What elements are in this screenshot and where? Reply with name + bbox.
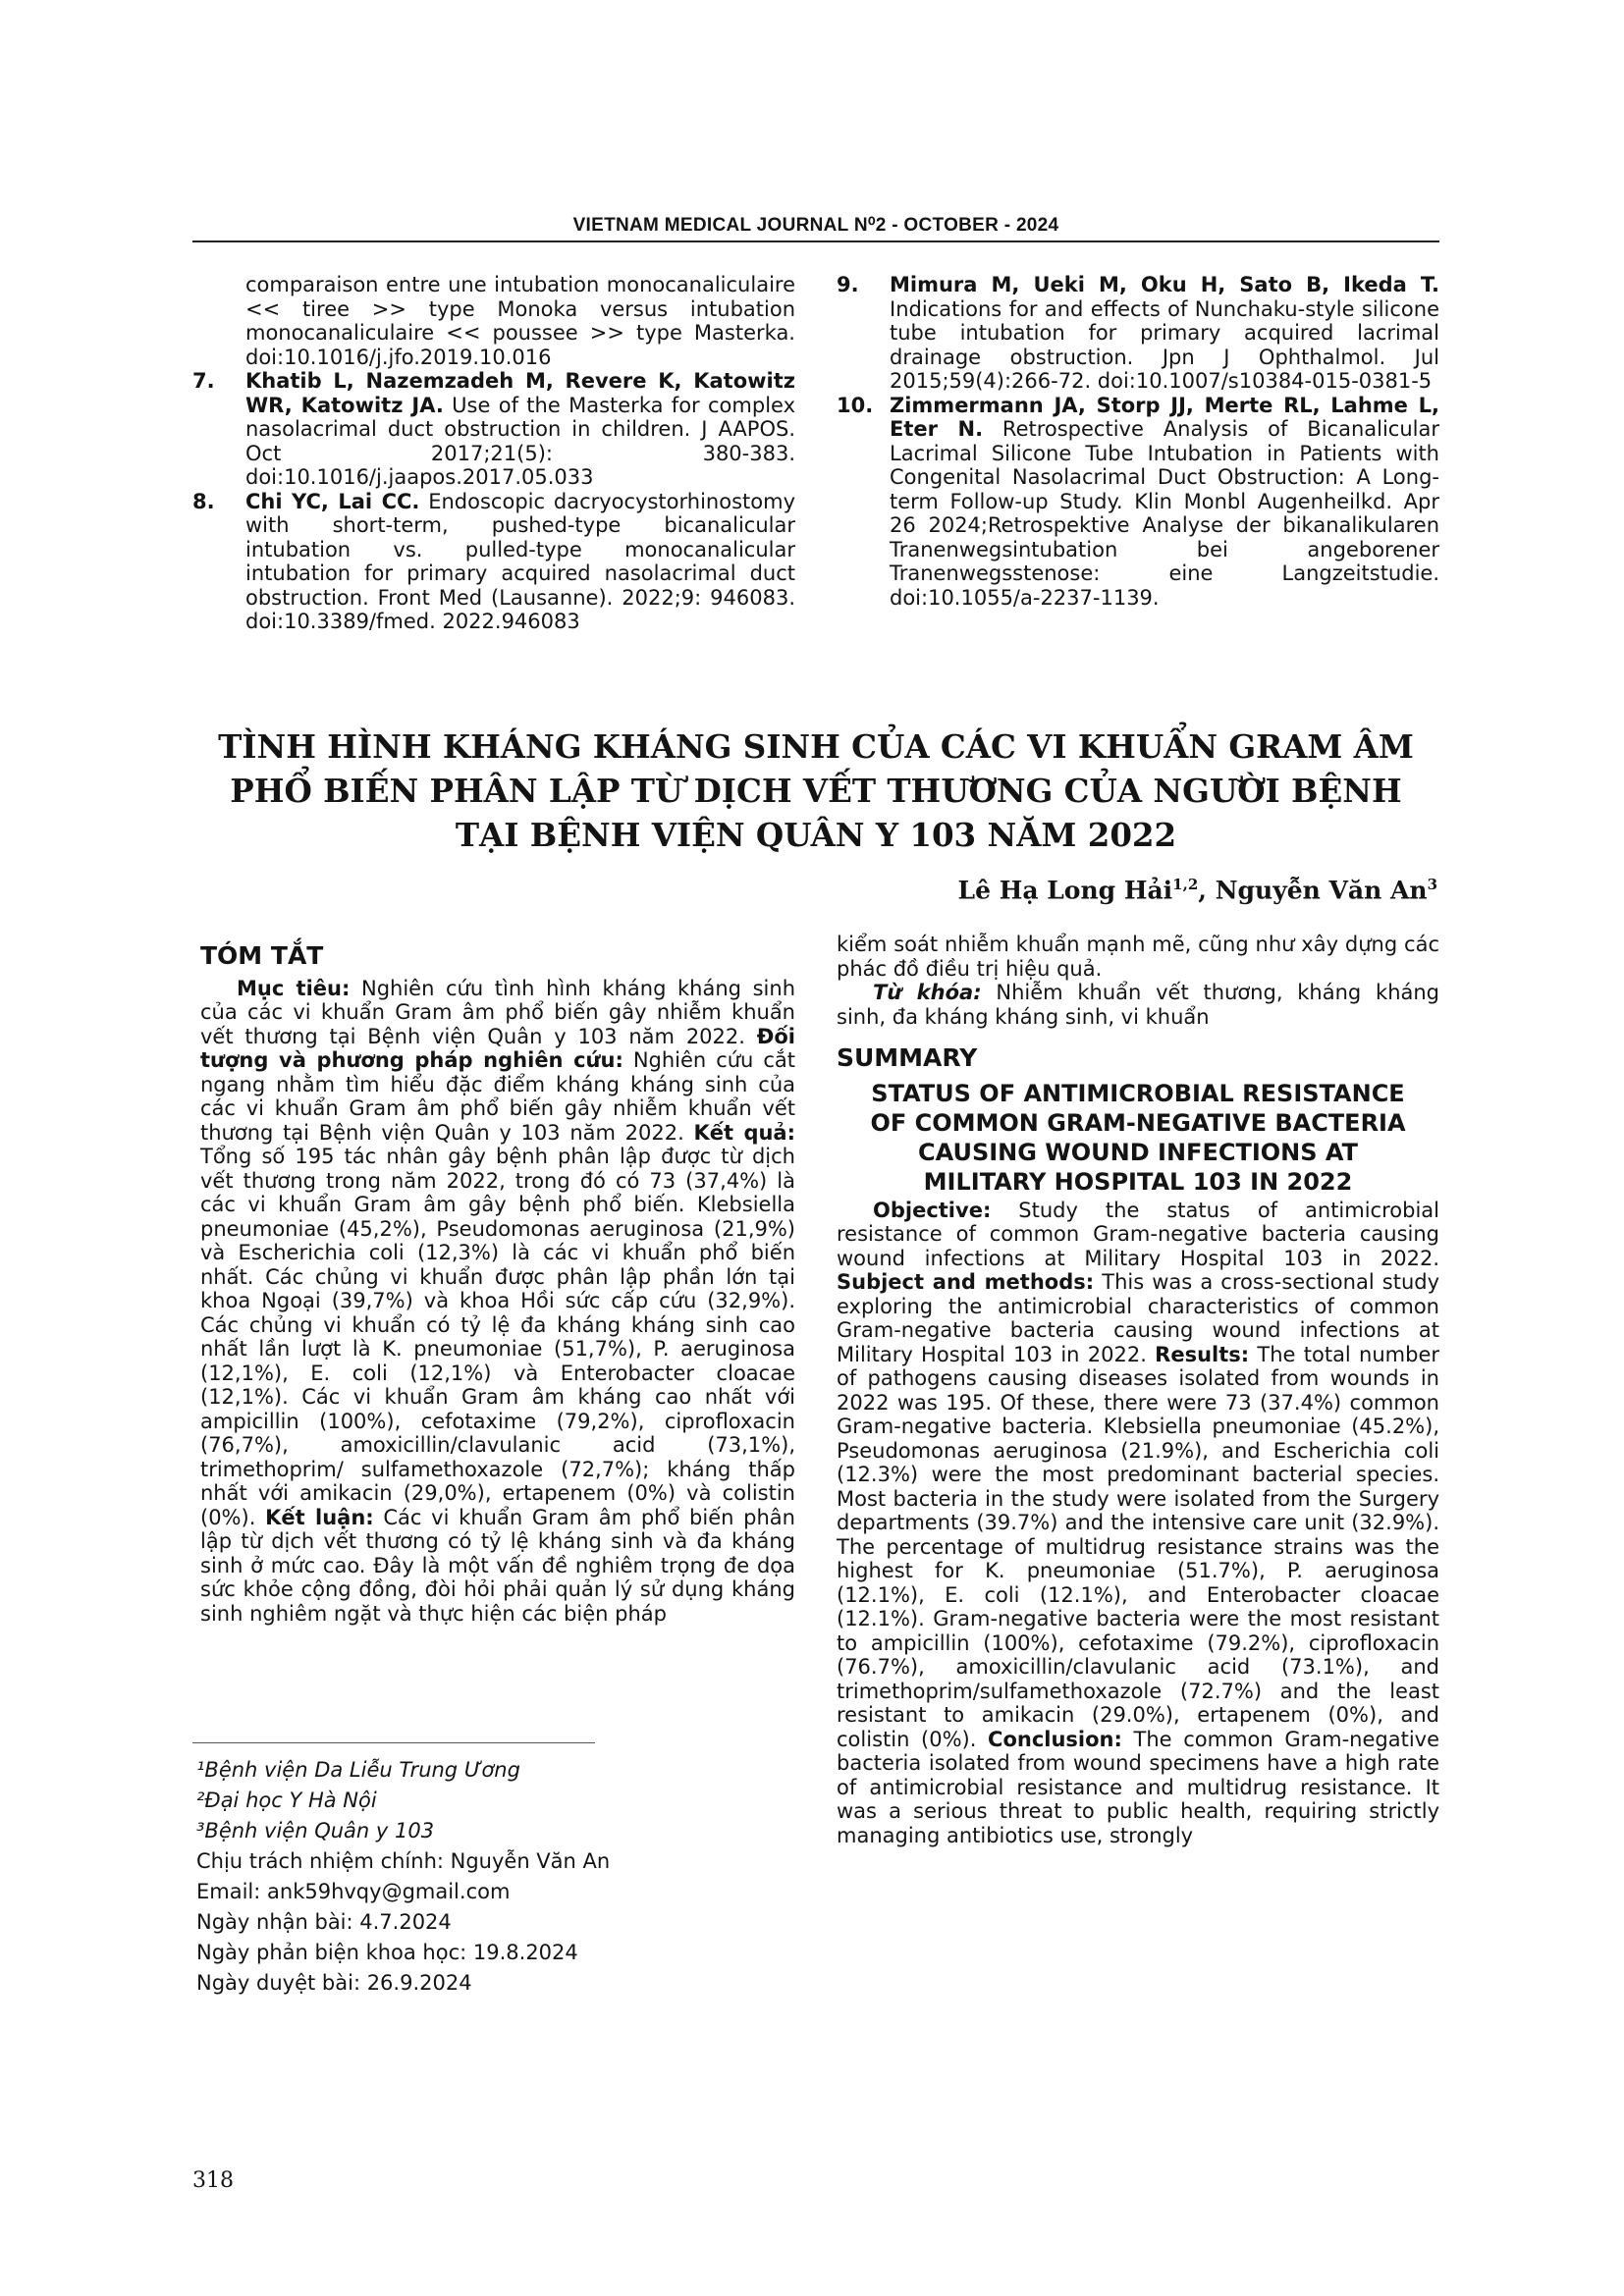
author-line [958,876,1437,904]
objective-label: Mục tiêu: [237,976,351,1000]
summary-title-line: STATUS OF ANTIMICROBIAL RESISTANCE [871,1079,1405,1107]
results-text: Tổng số 195 tác nhân gây bệnh phân lập được từ dịch vết thương trong năm 2022, trong đó có 73 (37,4%) là các vi khuẩn Gram âm gây bệnh phổ biến. Klebsiella pneumoniae (45,2%), Pseudomonas aeruginosa (21,9%) và Escherichia coli (12,3%) là các vi khuẩn phổ biến nhất. Các chủng vi khuẩn được phân lập phần lớn tại khoa Ngoại (39,7%) và khoa Hồi sức cấp cứu (32,9%). Các chủng vi khuẩn có tỷ lệ đa kháng kháng sinh cao nhất lần lượt là K. pneumoniae (51,7%), P. aeruginosa (12,1%), E. coli (12,1%) và Enterobacter cloacae (12,1%). Các vi khuẩn Gram âm kháng cao nhất với ampicillin (100%), cefotaxime (79,2%), ciprofloxacin (76,7%), amoxicillin/clavulanic acid (73,1%), trimethoprim/ sulfamethoxazole (72,7%); kháng thấp nhất với amikacin (29,0%), ertapenem (0%) và colistin (0%). [200,1145,795,1529]
affiliation-text: ¹Bệnh viện Da Liễu Trung Ương [196,1758,520,1782]
abstract-vietnamese [200,941,796,1626]
article-title-line: TÌNH HÌNH KHÁNG KHÁNG SINH CỦA CÁC VI KHUẨN GRAM ÂM [218,727,1414,766]
reference-number: 9. [837,273,859,296]
footnote-rule [192,1742,595,1743]
conclusion-label: Kết luận: [265,1505,374,1529]
summary-title-line: OF COMMON GRAM-NEGATIVE BACTERIA [870,1108,1406,1137]
reference-text: comparaison entre une intubation monocanaliculaire << tiree >> type Monoka versus intubation monocanaliculaire << poussee >> type Masterka. doi:10.1016/j.jfo.2019.10.016 [245,273,795,369]
affiliation-3 [196,1816,610,1846]
abstract-continued [837,933,1439,981]
reference-text: Endoscopic dacryocystorhinostomy with short-term, pushed-type bicanalicular intubation vs. pulled-type monocanalicular intubation for primary acquired nasolacrimal duct obstruction. Front Med (Lausanne). 2022;9: 946083. doi:10.3389/fmed. 2022.946083 [245,489,795,633]
journal-header: VIETNAM MEDICAL JOURNAL N⁰2 - OCTOBER - 2024 [572,215,1059,236]
summary-heading: SUMMARY [837,1043,978,1072]
methods-label: Subject and methods: [837,1270,1095,1294]
references-right [837,273,1439,610]
reference-number: 10. [837,393,874,417]
summary-title-line: MILITARY HOSPITAL 103 IN 2022 [923,1167,1353,1196]
keywords [837,981,1439,1029]
affiliation-text: ²Đại học Y Hà Nội [196,1789,377,1812]
author-affiliation-mark: 1,2 [1172,876,1199,893]
article-title [192,724,1439,857]
objective-text: Study the status of antimicrobial resistance of common Gram-negative bacteria causing wound infections at Military Hospital 103 in 2022. [837,1198,1439,1270]
reference-number: 8. [192,489,215,513]
reference-text: Retrospective Analysis of Bicanalicular Lacrimal Silicone Tube Intubation in Patients with Congenital Nasolacrimal Duct Obstruction: A Long-term Follow-up Study. Klin Monbl Augenheilkd. Apr 26 2024;Retrospektive Analyse der bikanalikularen Tranenwegsintubation bei angeborener Tranenwegsstenose: eine Langzeitstudie. doi:10.1055/a-2237-1139. [890,417,1439,610]
results-label: Results: [1155,1342,1250,1366]
reference-authors: Zimmermann JA, Storp JJ, Merte RL, Lahme L, Eter N. [890,393,1439,441]
results-label: Kết quả: [693,1120,795,1145]
objective-label: Objective: [873,1198,992,1222]
conclusion-text: The common Gram-negative bacteria isolated from wound specimens have a high rate of antimicrobial resistance and multidrug resistance. It was a serious threat to public health, requiring strictly managing antibiotics use, strongly [837,1727,1440,1847]
author-name: Lê Hạ Long Hải [957,876,1173,905]
references-left [192,273,795,634]
date-accepted: Ngày duyệt bài: 26.9.2024 [196,1971,472,1995]
date-received: Ngày nhận bài: 4.7.2024 [196,1910,452,1934]
author-separator: , [1198,876,1216,905]
reference-6-continued [192,273,795,369]
affiliation-2 [196,1786,610,1816]
conclusion-label: Conclusion: [988,1727,1122,1751]
summary-title-line: CAUSING WOUND INFECTIONS AT [918,1138,1358,1166]
header-rule [192,240,1439,242]
article-title-line: TẠI BỆNH VIỆN QUÂN Y 103 NĂM 2022 [455,816,1177,854]
summary-title [837,1079,1439,1197]
results-text: The total number of pathogens causing diseases isolated from wounds in 2022 was 195. Of these, there were 73 (37.4%) common Gram-negative bacteria. Klebsiella pneumoniae (45.2%), Pseudomonas aeruginosa (21.9%), and Escherichia coli (12.3%) were the most predominant bacterial species. Most bacteria in the study were isolated from the Surgery departments (39.7%) and the intensive care unit (32.9%). The percentage of multidrug resistance strains was the highest for K. pneumoniae (51.7%), P. aeruginosa (12.1%), E. coli (12.1%), and Enterobacter cloacae (12.1%). Gram-negative bacteria were the most resistant to ampicillin (100%), cefotaxime (79.2%), ciprofloxacin (76.7%), amoxicillin/clavulanic acid (73.1%), and trimethoprim/sulfamethoxazole (72.7%) and the least resistant to amikacin (29.0%), ertapenem (0%), and colistin (0%). [837,1342,1439,1751]
reference-text: Indications for and effects of Nunchaku-style silicone tube intubation for primary acquired lacrimal drainage obstruction. Jpn J Ophthalmol. Jul 2015;59(4):266-72. doi:10.1007/s10384-015-0381-5 [890,296,1439,393]
corresponding-author: Chịu trách nhiệm chính: Nguyễn Văn An [196,1849,611,1873]
email: Email: ank59hvqy@gmail.com [196,1880,511,1903]
summary-body [837,1199,1439,1848]
reference-8 [192,490,795,634]
author-affiliation-mark: 3 [1427,876,1437,893]
objective-text: Nghiên cứu tình hình kháng kháng sinh của các vi khuẩn Gram âm phổ biến gây nhiễm khuẩn vết thương tại Bệnh viện Quân y 103 năm 2022. [200,976,796,1048]
reference-authors: Mimura M, Ueki M, Oku H, Sato B, Ikeda T. [890,273,1439,296]
keywords-label: Từ khóa: [873,981,982,1004]
affiliation-text: ³Bệnh viện Quân y 103 [196,1819,435,1842]
abstract-body [200,977,795,1627]
conclusion-text-part-two: kiểm soát nhiễm khuẩn mạnh mẽ, cũng như xây dựng các phác đồ điều trị hiệu quả. [837,933,1439,981]
page-number: 318 [192,2168,234,2193]
abstract-right-column [837,933,1439,1847]
author-name: Nguyễn Văn An [1215,876,1428,905]
reference-number: 7. [192,369,215,393]
methods-label: Đối tượng và phương pháp nghiên cứu: [200,1024,795,1072]
date-reviewed: Ngày phản biện khoa học: 19.8.2024 [196,1941,578,1964]
reference-authors: Khatib L, Nazemzadeh M, Revere K, Katowitz WR, Katowitz JA. [245,369,795,417]
reference-10 [837,394,1439,611]
article-title-line: PHỔ BIẾN PHÂN LẬP TỪ DỊCH VẾT THƯƠNG CỦA NGƯỜI BỆNH [230,772,1402,810]
reference-7 [192,369,795,490]
abstract-heading: TÓM TẮT [200,941,324,970]
affiliation-1 [196,1755,610,1786]
conclusion-text-part-one: Các vi khuẩn Gram âm phổ biến phân lập từ dịch vết thương có tỷ lệ kháng sinh và đa kháng sinh ở mức cao. Đây là một vấn đề nghiêm trọng đe dọa sức khỏe cộng đồng, đòi hỏi phải quản lý sử dụng kháng sinh nghiêm ngặt và thực hiện các biện pháp [200,1505,795,1626]
footnotes [196,1755,610,1999]
reference-9 [837,273,1439,394]
reference-text: Use of the Masterka for complex nasolacrimal duct obstruction in children. J AAPOS. Oct 2017;21(5): 380-383. doi:10.1016/j.jaapos.2017.05.033 [245,393,796,489]
reference-authors: Chi YC, Lai CC. [245,489,420,513]
methods-text: This was a cross-sectional study exploring the antimicrobial characteristics of common Gram-negative bacteria causing wound infections at Military Hospital 103 in 2022. [837,1270,1440,1366]
methods-text: Nghiên cứu cắt ngang nhằm tìm hiểu đặc điểm kháng kháng sinh của các vi khuẩn Gram âm phổ biến gây nhiễm khuẩn vết thương tại Bệnh viện Quân y 103 năm 2022. [200,1048,795,1145]
keywords-text: Nhiễm khuẩn vết thương, kháng kháng sinh, đa kháng kháng sinh, vi khuẩn [837,981,1440,1029]
